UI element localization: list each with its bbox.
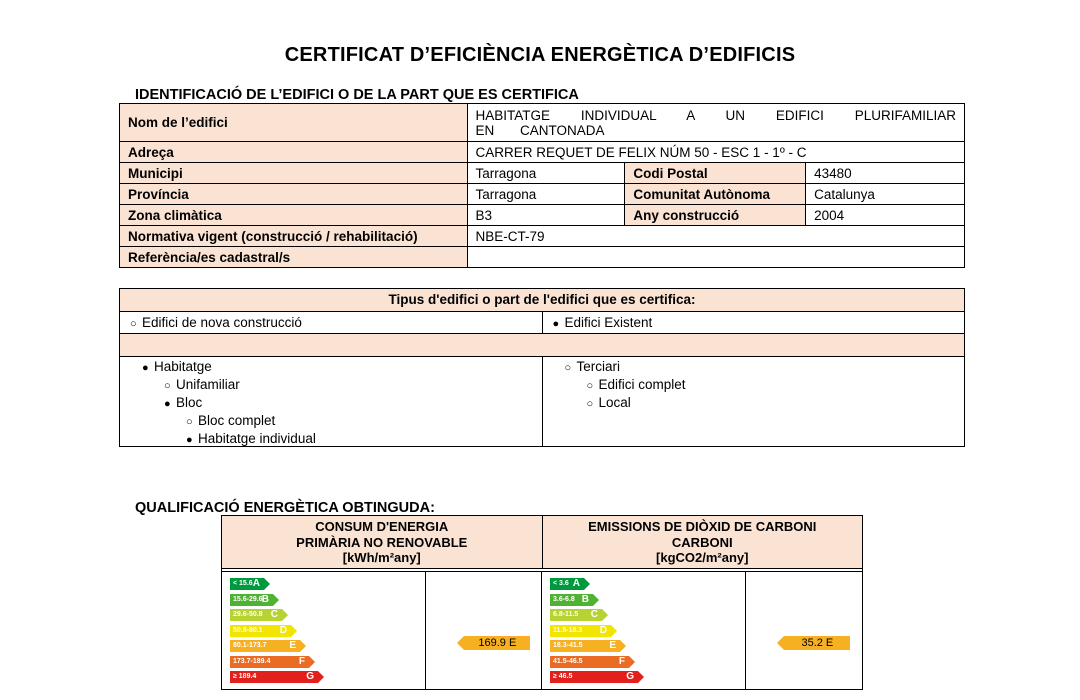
energy-band-letter: E xyxy=(289,640,296,651)
emission-band-range: 11.5-18.3 xyxy=(553,626,583,634)
emission-band-letter: D xyxy=(599,624,607,636)
municipality-value: Tarragona xyxy=(467,163,625,184)
energy-result-cell xyxy=(426,572,542,689)
emission-band-letter: A xyxy=(572,578,580,589)
energy-band-range: 29.6-50.8 xyxy=(233,611,263,618)
emission-band-letter: F xyxy=(618,655,625,667)
option-complete-block xyxy=(186,413,275,430)
emission-band-g xyxy=(550,671,638,683)
option-label: Habitatge xyxy=(154,359,212,374)
energy-band-d xyxy=(230,625,291,637)
community-label: Comunitat Autònoma xyxy=(625,184,806,205)
energy-rating-table xyxy=(221,515,863,690)
emission-band-letter: B xyxy=(581,593,589,605)
option-label: Local xyxy=(598,395,631,410)
energy-band-letter: C xyxy=(270,609,278,620)
energy-scale xyxy=(222,572,426,689)
emission-band-b xyxy=(550,594,593,606)
energy-band-a xyxy=(230,578,264,590)
energy-result-indicator: 169.9 E xyxy=(464,636,530,650)
emission-band-range: ≥ 46.5 xyxy=(553,673,573,680)
building-type-table xyxy=(119,288,965,447)
header-line: CONSUM D'ENERGIA xyxy=(315,519,449,534)
emission-band-letter: C xyxy=(590,609,598,620)
radio-selected-icon: ● xyxy=(186,434,193,446)
energy-band-letter: F xyxy=(298,655,305,667)
radio-unselected-icon: ○ xyxy=(586,380,594,392)
climate-zone-value: B3 xyxy=(467,205,625,226)
energy-consumption-header xyxy=(222,516,543,568)
address-value: CARRER REQUET DE FELIX NÚM 50 - ESC 1 - 1º - C xyxy=(467,142,965,163)
page-title: CERTIFICAT D’EFICIÈNCIA ENERGÈTICA D’EDIFICIS xyxy=(284,44,796,66)
energy-band-c xyxy=(230,609,282,621)
header-line: EMISSIONS DE DIÒXID DE CARBONI xyxy=(588,519,817,534)
radio-selected-icon: ● xyxy=(164,398,171,410)
option-label: Bloc complet xyxy=(198,413,276,428)
energy-band-letter: B xyxy=(261,593,269,605)
radio-unselected-icon: ○ xyxy=(586,398,594,410)
construction-year-value: 2004 xyxy=(806,205,965,226)
radio-unselected-icon: ○ xyxy=(564,362,572,374)
option-housing xyxy=(142,359,212,376)
emission-band-range: 18.3-41.5 xyxy=(553,642,583,649)
energy-band-range: 173.7-189.4 xyxy=(233,657,271,665)
emission-band-letter: E xyxy=(609,640,616,651)
regulation-label: Normativa vigent (construcció / rehabilitació) xyxy=(120,226,468,247)
climate-zone-label: Zona climàtica xyxy=(120,205,468,226)
emission-scale xyxy=(542,572,746,689)
energy-band-range: < 15.6 xyxy=(233,580,253,587)
emission-band-range: 41.5-46.5 xyxy=(553,657,583,665)
energy-band-g xyxy=(230,671,318,683)
radio-unselected-icon: ○ xyxy=(186,416,193,428)
province-value: Tarragona xyxy=(467,184,625,205)
regulation-value: NBE-CT-79 xyxy=(467,226,965,247)
cadastral-reference-value xyxy=(467,247,965,268)
building-name-value: HABITATGE INDIVIDUAL A UN EDIFICI PLURIFAMILIAR EN CANTONADA xyxy=(467,104,965,142)
option-label: Edifici de nova construcció xyxy=(142,315,302,330)
option-block xyxy=(164,395,202,412)
option-single-family xyxy=(164,377,240,394)
option-label: Habitatge individual xyxy=(198,431,316,446)
header-unit: [kWh/m²any] xyxy=(342,550,421,565)
option-label: Bloc xyxy=(176,395,203,410)
co2-emissions-header xyxy=(543,516,863,568)
energy-band-letter: G xyxy=(306,671,314,682)
building-name-label: Nom de l’edifici xyxy=(120,104,468,142)
option-local xyxy=(587,395,631,412)
emission-band-range: 6.8-11.5 xyxy=(553,611,579,618)
option-new-construction xyxy=(120,312,543,333)
option-label: Unifamiliar xyxy=(176,377,240,392)
emission-band-a xyxy=(550,578,584,590)
radio-selected-icon: ● xyxy=(142,362,149,374)
energy-band-f xyxy=(230,656,309,668)
energy-band-b xyxy=(230,594,273,606)
address-label: Adreça xyxy=(120,142,468,163)
tertiary-options xyxy=(543,357,965,446)
option-tertiary xyxy=(565,359,621,376)
option-label: Edifici complet xyxy=(598,377,686,392)
energy-band-letter: D xyxy=(279,624,287,636)
header-unit: [kgCO2/m²any] xyxy=(656,550,749,565)
emission-result-indicator: 35.2 E xyxy=(784,636,850,650)
identification-table xyxy=(119,103,965,268)
energy-band-range: 15.6-29.6 xyxy=(233,595,263,603)
energy-band-e xyxy=(230,640,300,652)
province-label: Província xyxy=(120,184,468,205)
emission-band-range: 3.6-6.8 xyxy=(553,595,575,603)
header-line: PRIMÀRIA NO RENOVABLE xyxy=(296,534,468,550)
energy-band-range: 50.8-80.1 xyxy=(233,626,263,634)
community-value: Catalunya xyxy=(806,184,965,205)
option-label: Edifici Existent xyxy=(564,315,653,330)
energy-band-letter: A xyxy=(252,578,260,589)
emission-band-e xyxy=(550,640,620,652)
header-line: CARBONI xyxy=(671,534,733,550)
rating-heading: QUALIFICACIÓ ENERGÈTICA OBTINGUDA: xyxy=(135,500,435,516)
construction-year-label: Any construcció xyxy=(625,205,806,226)
emission-band-f xyxy=(550,656,629,668)
option-complete-building xyxy=(587,377,686,394)
postal-code-label: Codi Postal xyxy=(625,163,806,184)
option-existing xyxy=(543,312,965,333)
building-type-heading: Tipus d'edifici o part de l'edifici que es certifica: xyxy=(120,289,964,312)
postal-code-value: 43480 xyxy=(806,163,965,184)
emission-band-d xyxy=(550,625,611,637)
municipality-label: Municipi xyxy=(120,163,468,184)
housing-options xyxy=(120,357,543,446)
radio-selected-icon: ● xyxy=(552,318,560,330)
option-label: Terciari xyxy=(576,359,621,374)
emission-band-letter: G xyxy=(626,671,634,682)
separator-band xyxy=(120,334,964,357)
emission-band-c xyxy=(550,609,602,621)
option-individual-housing xyxy=(186,431,316,448)
radio-unselected-icon: ○ xyxy=(130,318,137,330)
identification-heading: IDENTIFICACIÓ DE L’EDIFICI O DE LA PART QUE ES CERTIFICA xyxy=(135,87,579,103)
energy-band-range: 80.1-173.7 xyxy=(233,642,267,649)
radio-unselected-icon: ○ xyxy=(164,380,171,392)
cadastral-reference-label: Referència/es cadastral/s xyxy=(120,247,468,268)
energy-band-range: ≥ 189.4 xyxy=(233,673,257,680)
emission-result-cell xyxy=(746,572,862,689)
emission-band-range: < 3.6 xyxy=(553,580,569,587)
